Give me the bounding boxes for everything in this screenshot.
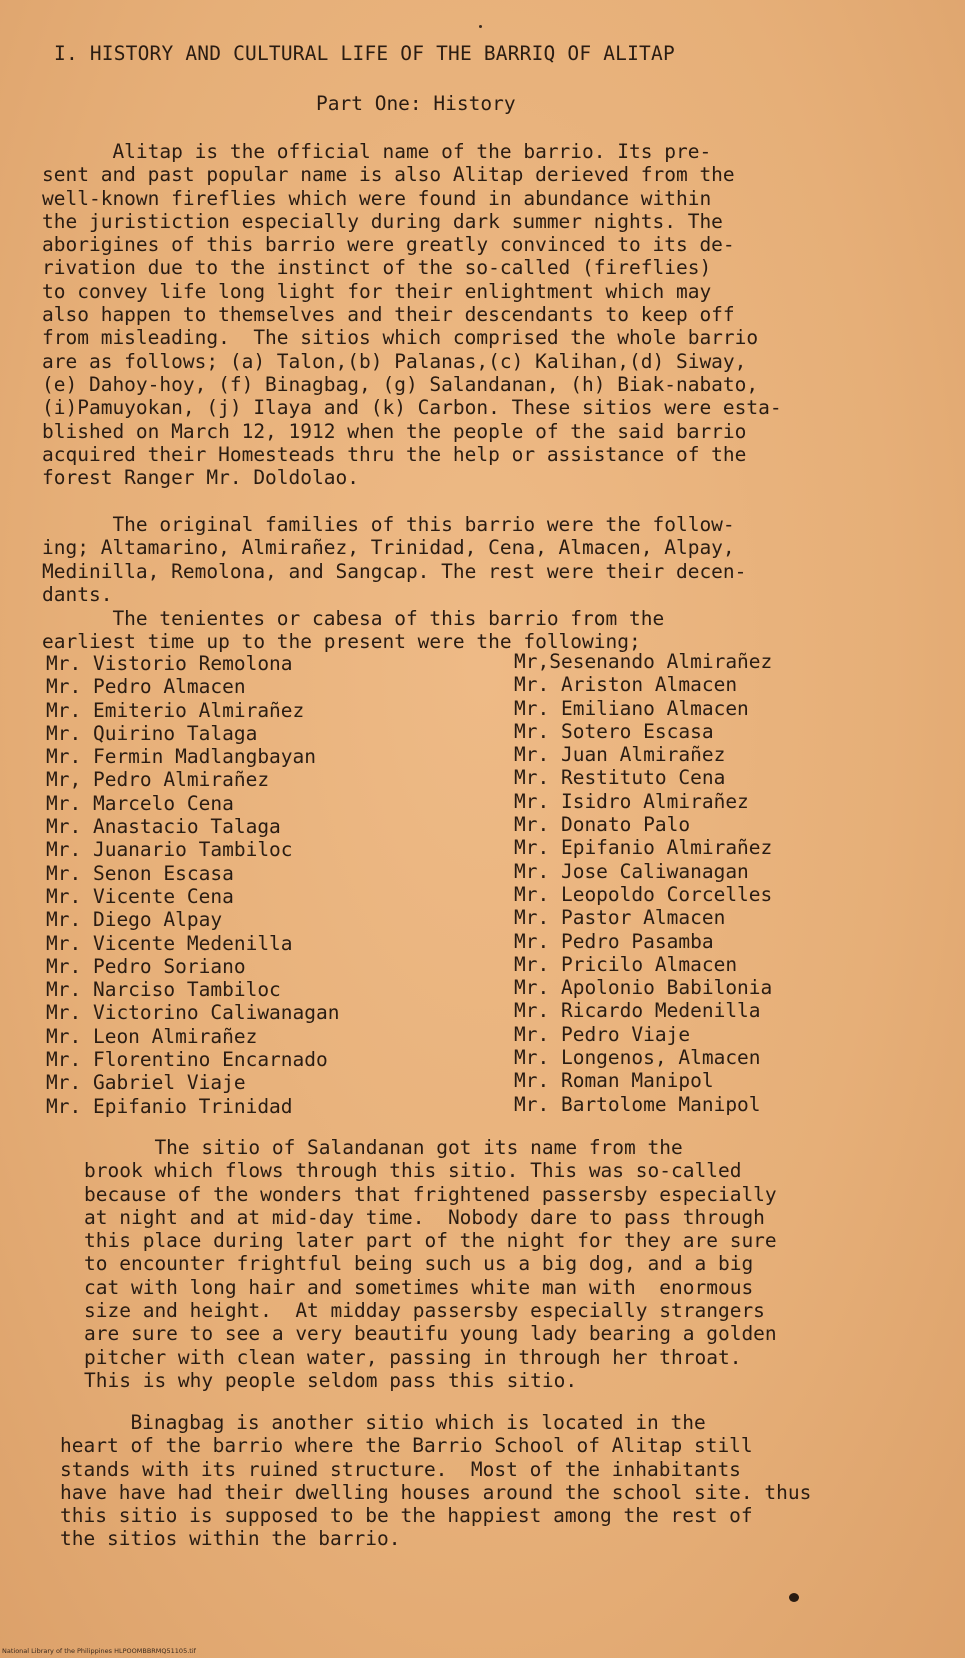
text-line: have have had their dwelling houses around the school site. thus	[60, 1480, 812, 1504]
paragraph-original-families	[42, 513, 902, 606]
list-item: Mr. Senon Escasa	[46, 861, 234, 885]
list-item: Mr. Ricardo Medenilla	[514, 999, 761, 1023]
text-line: Binagbag is another sitio which is located in the	[60, 1411, 706, 1434]
list-item: Mr. Gabriel Viaje	[46, 1071, 246, 1095]
list-item: Mr. Vicente Medenilla	[46, 931, 293, 955]
text-line: the sitios within the barrio.	[60, 1527, 401, 1551]
list-item: Mr. Victorino Caliwanagan	[46, 1001, 340, 1025]
list-item: Mr. Anastacio Talaga	[46, 815, 281, 839]
list-item: Mr. Donato Palo	[514, 813, 691, 837]
text-line: The sitio of Salandanan got its name from the	[84, 1136, 683, 1159]
list-item: Mr. Florentino Encarnado	[46, 1048, 328, 1072]
text-line: rivation due to the instinct of the so-called (fireflies)	[42, 256, 712, 280]
paragraph-binagbag	[60, 1411, 920, 1551]
text-line: the juristiction especially during dark summer nights. The	[42, 209, 723, 233]
text-line: This is why people seldom pass this sitio.	[84, 1368, 578, 1392]
list-item: Mr. Pricilo Almacen	[514, 952, 738, 976]
list-item: Mr. Pedro Almacen	[46, 675, 246, 699]
list-item: Mr. Restituto Cena	[514, 766, 726, 790]
list-item: Mr. Longenos, Almacen	[514, 1046, 761, 1070]
text-line: forest Ranger Mr. Doldolao.	[42, 466, 359, 490]
text-line: sent and past popular name is also Alitap derieved from the	[42, 163, 735, 187]
text-line: dants.	[42, 582, 113, 606]
text-line: well-known fireflies which were found in abundance within	[42, 186, 712, 210]
list-item: Mr. Ariston Almacen	[514, 673, 738, 697]
list-item: Mr. Marcelo Cena	[46, 791, 234, 815]
text-line: are as follows; (a) Talon,(b) Palanas,(c) Kalihan,(d) Siway,	[42, 349, 747, 373]
scan-footer: National Library of the Philippines HLPOOMBBRMQ51105.tif	[2, 1647, 196, 1655]
list-item: Mr. Pastor Almacen	[514, 906, 726, 930]
list-item: Mr. Vicente Cena	[46, 884, 234, 908]
list-item: Mr. Leon Almirañez	[46, 1024, 258, 1048]
text-line: earliest time up to the present were the following;	[42, 630, 641, 654]
paragraph-tenientes-intro	[42, 607, 902, 654]
list-item: Mr. Emiliano Almacen	[514, 696, 749, 720]
text-line: aborigines of this barrio were greatly convinced to its de-	[42, 233, 735, 257]
text-line: blished on March 12, 1912 when the people of the said barrio	[42, 419, 747, 443]
text-line: to convey life long light for their enlightment which may	[42, 279, 712, 303]
text-line: cat with long hair and sometimes white man with enormous	[84, 1275, 754, 1299]
text-line: stands with its ruined structure. Most of the inhabitants	[60, 1457, 741, 1481]
list-item: Mr. Diego Alpay	[46, 908, 223, 932]
text-line: size and height. At midday passersby especially strangers	[84, 1299, 765, 1323]
list-item: Mr. Jose Caliwanagan	[514, 859, 749, 883]
text-line: (i)Pamuyokan, (j) Ilaya and (k) Carbon. These sitios were esta-	[42, 396, 782, 420]
list-item: Mr. Sotero Escasa	[514, 719, 714, 743]
text-line: The original families of this barrio were the follow-	[42, 513, 735, 536]
text-line: to encounter frightful being such us a big dog, and a big	[84, 1252, 754, 1276]
text-line: Medinilla, Remolona, and Sangcap. The rest were their decen-	[42, 559, 747, 583]
text-line: The tenientes or cabesa of this barrio from the	[42, 607, 665, 630]
ink-blot	[789, 1593, 799, 1602]
text-line: brook which flows through this sitio. This was so-called	[84, 1159, 742, 1183]
tenientes-list-left	[46, 652, 340, 1118]
text-line: pitcher with clean water, passing in through her throat.	[84, 1345, 742, 1369]
list-item: Mr. Emiterio Almirañez	[46, 698, 305, 722]
list-item: Mr. Quirino Talaga	[46, 721, 258, 745]
paragraph-salandanan	[84, 1136, 944, 1392]
list-item: Mr. Narciso Tambiloc	[46, 978, 281, 1002]
list-item: Mr. Pedro Soriano	[46, 954, 246, 978]
list-item: Mr. Fermin Madlangbayan	[46, 745, 317, 769]
text-line: this place during later part of the night for they are sure	[84, 1229, 777, 1253]
text-line: ing; Altamarino, Almirañez, Trinidad, Cena, Almacen, Alpay,	[42, 536, 735, 560]
text-line: are sure to see a very beautifu young lady bearing a golden	[84, 1322, 777, 1346]
ink-speck	[479, 25, 482, 28]
paragraph-origin-of-name	[42, 140, 902, 489]
list-item: Mr. Pedro Pasamba	[514, 929, 714, 953]
text-line: acquired their Homesteads thru the help or assistance of the	[42, 442, 747, 466]
list-item: Mr. Epifanio Trinidad	[46, 1094, 293, 1118]
text-line: Alitap is the official name of the barrio. Its pre-	[42, 140, 712, 163]
tenientes-list-right	[514, 650, 772, 1116]
text-line: this sitio is supposed to be the happiest among the rest of	[60, 1504, 753, 1528]
list-item: Mr. Roman Manipol	[514, 1069, 714, 1093]
list-item: Mr. Isidro Almirañez	[514, 789, 749, 813]
list-item: Mr. Juanario Tambiloc	[46, 838, 293, 862]
text-line: (e) Dahoy-hoy, (f) Binagbag, (g) Salandanan, (h) Biak-nabato,	[42, 372, 759, 396]
list-item: Mr. Juan Almirañez	[514, 743, 726, 767]
list-item: Mr. Epifanio Almirañez	[514, 836, 773, 860]
text-line: also happen to themselves and their descendants to keep off	[42, 303, 735, 327]
text-line: at night and at mid-day time. Nobody dare to pass through	[84, 1205, 765, 1229]
list-item: Mr. Bartolome Manipol	[514, 1092, 761, 1116]
list-item: Mr. Apolonio Babilonia	[514, 976, 773, 1000]
text-line: heart of the barrio where the Barrio School of Alitap still	[60, 1434, 753, 1458]
document-heading: I. HISTORY AND CULTURAL LIFE OF THE BARRIQ OF ALITAP	[54, 42, 675, 65]
list-item: Mr, Pedro Almirañez	[46, 768, 270, 792]
text-line: because of the wonders that frightened passersby especially	[84, 1182, 777, 1206]
document-subheading: Part One: History	[316, 92, 516, 115]
list-item: Mr. Leopoldo Corcelles	[514, 882, 773, 906]
list-item: Mr. Pedro Viaje	[514, 1022, 691, 1046]
text-line: from misleading. The sitios which comprised the whole barrio	[42, 326, 759, 350]
list-item: Mr. Vistorio Remolona	[46, 652, 293, 675]
list-item: Mr,Sesenando Almirañez	[514, 650, 773, 673]
